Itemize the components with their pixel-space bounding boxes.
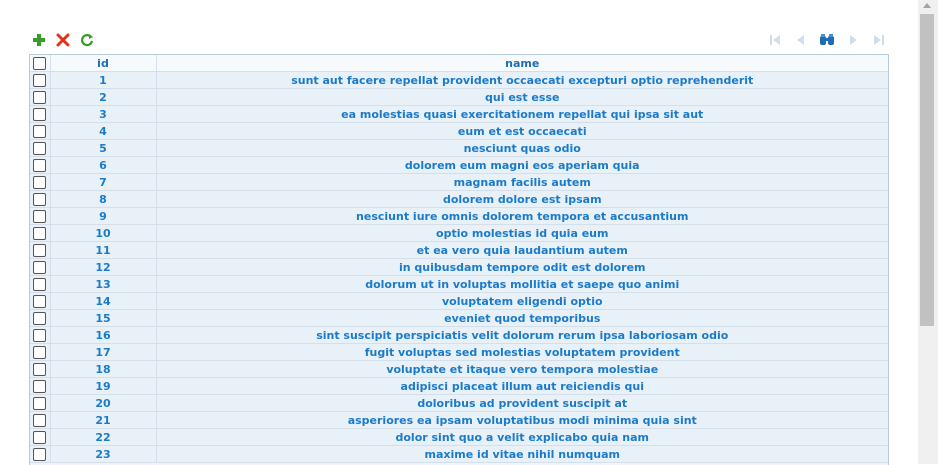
row-select-cell[interactable] (30, 225, 50, 242)
table-row[interactable] (30, 378, 888, 395)
row-select-cell[interactable] (30, 106, 50, 123)
cell-id: 22 (50, 429, 156, 446)
row-checkbox[interactable] (33, 210, 46, 223)
row-checkbox[interactable] (33, 244, 46, 257)
cell-name: asperiores ea ipsam voluptatibus modi minima quia sint (156, 412, 888, 429)
header-row (30, 55, 888, 72)
row-checkbox[interactable] (33, 431, 46, 444)
refresh-icon (80, 33, 94, 47)
cell-name: maxime id vitae nihil numquam (156, 446, 888, 463)
table-row[interactable] (30, 310, 888, 327)
cell-id: 4 (50, 123, 156, 140)
row-checkbox[interactable] (33, 142, 46, 155)
row-select-cell[interactable] (30, 259, 50, 276)
row-select-cell[interactable] (30, 412, 50, 429)
cell-name: doloribus ad provident suscipit at (156, 395, 888, 412)
row-checkbox[interactable] (33, 159, 46, 172)
row-select-cell[interactable] (30, 276, 50, 293)
page-scrollbar[interactable] (918, 0, 938, 464)
table-row[interactable] (30, 157, 888, 174)
table-row[interactable] (30, 429, 888, 446)
row-select-cell[interactable] (30, 327, 50, 344)
column-header-name[interactable]: name (156, 55, 888, 72)
cell-id: 20 (50, 395, 156, 412)
cell-name: magnam facilis autem (156, 174, 888, 191)
table-row[interactable] (30, 174, 888, 191)
next-page-button[interactable] (843, 30, 863, 50)
last-page-icon (872, 33, 886, 47)
cell-id: 14 (50, 293, 156, 310)
scroll-up-arrow[interactable] (923, 3, 931, 8)
search-button[interactable] (817, 30, 837, 50)
row-select-cell[interactable] (30, 310, 50, 327)
row-checkbox[interactable] (33, 363, 46, 376)
row-checkbox[interactable] (33, 227, 46, 240)
table-row[interactable] (30, 276, 888, 293)
pager-controls (765, 30, 889, 50)
row-checkbox[interactable] (33, 261, 46, 274)
cell-id: 3 (50, 106, 156, 123)
row-select-cell[interactable] (30, 446, 50, 463)
table-row[interactable] (30, 89, 888, 106)
grid-toolbar (29, 30, 889, 50)
table-row[interactable] (30, 72, 888, 89)
row-select-cell[interactable] (30, 191, 50, 208)
row-checkbox[interactable] (33, 414, 46, 427)
add-button[interactable] (29, 30, 49, 50)
table-row[interactable] (30, 225, 888, 242)
row-select-cell[interactable] (30, 293, 50, 310)
cell-name: in quibusdam tempore odit est dolorem (156, 259, 888, 276)
column-header-id[interactable]: id (50, 55, 156, 72)
table-row[interactable] (30, 446, 888, 463)
last-page-button[interactable] (869, 30, 889, 50)
cell-name: nesciunt iure omnis dolorem tempora et accusantium (156, 208, 888, 225)
select-all-checkbox[interactable] (33, 57, 46, 70)
cell-name: voluptate et itaque vero tempora molestiae (156, 361, 888, 378)
table-row[interactable] (30, 259, 888, 276)
cell-name: sint suscipit perspiciatis velit dolorum rerum ipsa laboriosam odio (156, 327, 888, 344)
row-checkbox[interactable] (33, 397, 46, 410)
cell-name: fugit voluptas sed molestias voluptatem provident (156, 344, 888, 361)
row-checkbox[interactable] (33, 448, 46, 461)
cell-id: 2 (50, 89, 156, 106)
table-row[interactable] (30, 344, 888, 361)
row-checkbox[interactable] (33, 295, 46, 308)
scroll-thumb[interactable] (920, 14, 934, 326)
table-row[interactable] (30, 412, 888, 429)
first-page-button[interactable] (765, 30, 785, 50)
delete-button[interactable] (53, 30, 73, 50)
refresh-button[interactable] (77, 30, 97, 50)
cell-id: 12 (50, 259, 156, 276)
table-row[interactable] (30, 395, 888, 412)
cell-id: 16 (50, 327, 156, 344)
row-select-cell[interactable] (30, 157, 50, 174)
table-row[interactable] (30, 242, 888, 259)
cell-name: dolorem eum magni eos aperiam quia (156, 157, 888, 174)
cell-name: eum et est occaecati (156, 123, 888, 140)
row-checkbox[interactable] (33, 346, 46, 359)
cell-id: 15 (50, 310, 156, 327)
cell-id: 7 (50, 174, 156, 191)
delete-icon (56, 33, 70, 47)
table-row[interactable] (30, 293, 888, 310)
row-select-cell[interactable] (30, 123, 50, 140)
select-all-header[interactable] (30, 55, 50, 72)
add-icon (32, 33, 46, 47)
next-page-icon (846, 33, 860, 47)
cell-name: nesciunt quas odio (156, 140, 888, 157)
cell-id: 5 (50, 140, 156, 157)
row-checkbox[interactable] (33, 108, 46, 121)
row-checkbox[interactable] (33, 125, 46, 138)
row-checkbox[interactable] (33, 329, 46, 342)
table-row[interactable] (30, 140, 888, 157)
row-checkbox[interactable] (33, 74, 46, 87)
row-select-cell[interactable] (30, 395, 50, 412)
row-select-cell[interactable] (30, 378, 50, 395)
row-checkbox[interactable] (33, 380, 46, 393)
row-select-cell[interactable] (30, 140, 50, 157)
cell-name: adipisci placeat illum aut reiciendis qui (156, 378, 888, 395)
row-checkbox[interactable] (33, 312, 46, 325)
cell-name: qui est esse (156, 89, 888, 106)
cell-id: 9 (50, 208, 156, 225)
cell-id: 8 (50, 191, 156, 208)
table-row[interactable] (30, 191, 888, 208)
cell-name: dolor sint quo a velit explicabo quia nam (156, 429, 888, 446)
grid-table (30, 55, 888, 463)
data-grid (29, 54, 889, 465)
row-select-cell[interactable] (30, 361, 50, 378)
row-checkbox[interactable] (33, 193, 46, 206)
cell-name: sunt aut facere repellat provident occaecati excepturi optio reprehenderit (156, 72, 888, 89)
row-select-cell[interactable] (30, 208, 50, 225)
cell-name: et ea vero quia laudantium autem (156, 242, 888, 259)
table-row[interactable] (30, 106, 888, 123)
cell-id: 13 (50, 276, 156, 293)
cell-id: 11 (50, 242, 156, 259)
prev-page-button[interactable] (791, 30, 811, 50)
cell-name: dolorem dolore est ipsam (156, 191, 888, 208)
table-row[interactable] (30, 327, 888, 344)
cell-name: eveniet quod temporibus (156, 310, 888, 327)
cell-name: dolorum ut in voluptas mollitia et saepe quo animi (156, 276, 888, 293)
row-select-cell[interactable] (30, 89, 50, 106)
cell-name: ea molestias quasi exercitationem repellat qui ipsa sit aut (156, 106, 888, 123)
search-icon (819, 33, 835, 47)
cell-id: 10 (50, 225, 156, 242)
table-row[interactable] (30, 123, 888, 140)
cell-name: voluptatem eligendi optio (156, 293, 888, 310)
toolbar-actions (29, 30, 97, 50)
cell-id: 1 (50, 72, 156, 89)
table-row[interactable] (30, 361, 888, 378)
cell-id: 6 (50, 157, 156, 174)
row-select-cell[interactable] (30, 429, 50, 446)
cell-id: 21 (50, 412, 156, 429)
row-select-cell[interactable] (30, 344, 50, 361)
grid-body (30, 72, 888, 463)
cell-id: 23 (50, 446, 156, 463)
row-select-cell[interactable] (30, 242, 50, 259)
cell-id: 18 (50, 361, 156, 378)
row-select-cell[interactable] (30, 72, 50, 89)
cell-id: 17 (50, 344, 156, 361)
row-checkbox[interactable] (33, 278, 46, 291)
row-checkbox[interactable] (33, 176, 46, 189)
table-row[interactable] (30, 208, 888, 225)
prev-page-icon (794, 33, 808, 47)
first-page-icon (768, 33, 782, 47)
cell-id: 19 (50, 378, 156, 395)
row-checkbox[interactable] (33, 91, 46, 104)
row-select-cell[interactable] (30, 174, 50, 191)
cell-name: optio molestias id quia eum (156, 225, 888, 242)
